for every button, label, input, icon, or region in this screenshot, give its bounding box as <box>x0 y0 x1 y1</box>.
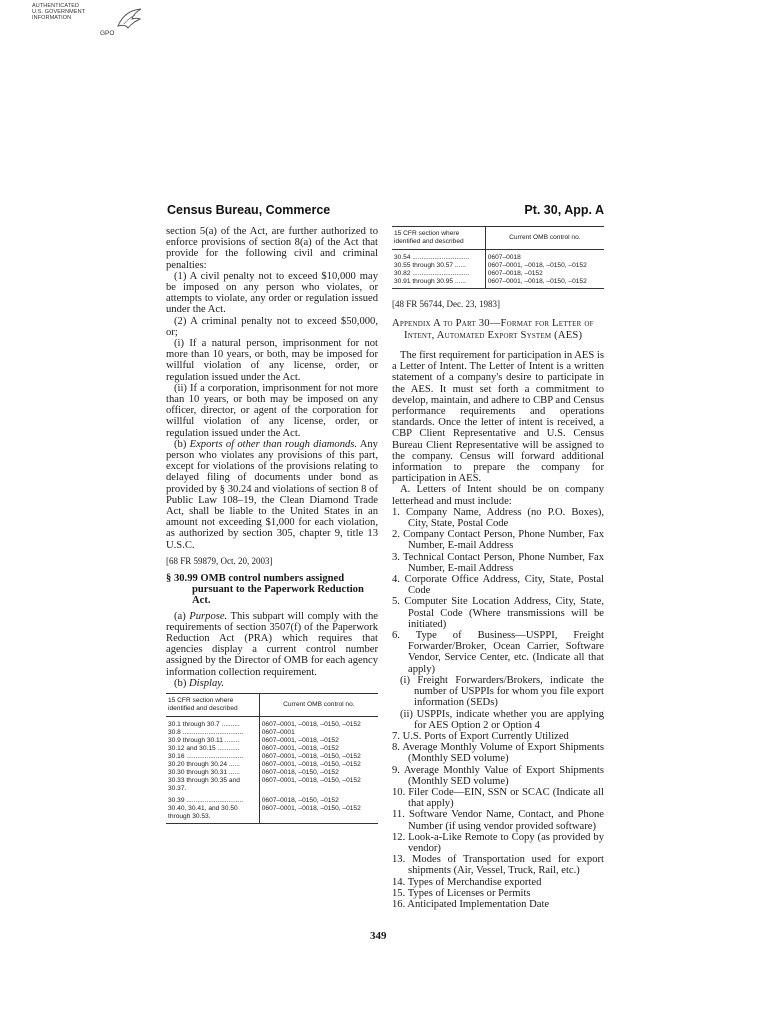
paragraph-purpose <box>166 611 378 678</box>
table-row <box>166 777 378 793</box>
table-cell: 0607–0018, –0150, –0152 <box>261 796 339 804</box>
paragraph-lead: (b) <box>174 677 187 689</box>
table-cell: 0607–0001, –0018, –0150, –0152 <box>261 752 361 760</box>
paragraph-heading: Purpose. <box>189 610 228 622</box>
list-subitem: (ii) USPPIs, indicate whether you are applying for AES Option 2 or Option 4 <box>400 708 604 731</box>
table-row <box>166 753 378 761</box>
omb-control-table-continued <box>392 226 604 289</box>
column-header-section: 15 CFR section where identified and described <box>392 227 485 250</box>
paragraph-requirements-lead: A. Letters of Intent should be on company letterhead and must include: <box>392 484 604 507</box>
list-item: 8. Average Monthly Volume of Export Shipments (Monthly SED volume) <box>392 742 604 765</box>
table-cell: 30.16 ............................... <box>166 753 259 761</box>
paragraph: section 5(a) of the Act, are further authorized to enforce provisions of section 8(a) of the Act that provide for the following civil and criminal penalties: <box>166 226 378 271</box>
table-row <box>392 278 604 289</box>
paragraph-heading: Exports of other than rough diamonds. <box>189 438 358 450</box>
table-cell: 0607–0001 <box>261 728 295 736</box>
table-row <box>392 262 604 270</box>
table-row <box>392 250 604 263</box>
list-subitem: (i) Freight Forwarders/Brokers, indicate the number of USPPIs for whom you file export information (SEDs) <box>400 674 604 709</box>
table-cell: 30.82 ............................... <box>392 270 485 278</box>
table-header-row <box>392 227 604 250</box>
paragraph: (2) A criminal penalty not to exceed $50,000, or; <box>166 315 378 338</box>
table-cell: 30.55 through 30.57 ...... <box>392 262 485 270</box>
logo-line-3: INFORMATION <box>32 15 72 21</box>
list-item: 3. Technical Contact Person, Phone Number, Fax Number, E-mail Address <box>392 551 604 574</box>
running-head-agency: Census Bureau, Commerce <box>167 203 331 217</box>
omb-control-table <box>166 693 378 824</box>
table-cell: 30.12 and 30.15 ............ <box>166 745 259 753</box>
table-row <box>166 737 378 745</box>
paragraph-intro: The first requirement for participation in AES is a Letter of Intent. The Letter of Intent is a written statement of a company's desire to participate in the AES. It must set forth a commitment to develop, maintain, and adhere to CBP and Census performance requirements and operations standards. Once the letter of intent is received, a CBP Client Representative and U.S. Census Bureau Client Representative will be assigned to the company. Census will forward additional information to prepare the company for participation in AES. <box>392 350 604 485</box>
table-cell: 30.1 through 30.7 .......... <box>166 716 259 729</box>
table-header-row <box>166 693 378 716</box>
gpo-mark: GPO <box>100 30 115 37</box>
list-item: 4. Corporate Office Address, City, State, Postal Code <box>392 574 604 597</box>
table-cell: 0607–0001, –0018, –0152 <box>261 736 339 744</box>
paragraph-heading: Display. <box>189 677 225 689</box>
table-cell: 30.33 through 30.35 and 30.37. <box>166 777 259 793</box>
table-cell: 30.30 through 30.31 ...... <box>166 769 259 777</box>
section-heading: § 30.99 OMB control numbers assigned pursuant to the Paperwork Reduction Act. <box>166 572 364 607</box>
table-cell: 0607–0018, –0150, –0152 <box>261 768 339 776</box>
paragraph-body: Any person who violates any provisions of this part, except for violations of the provisions relating to delayed filing of documents under bond as provided by § 30.24 and violations of section 8 of Public Law 108–19, the Clean Diamond Trade Act, shall be liable to the United States in an amount not exceeding $1,000 for each violation, as authorized by section 305, chapter 9, title 13 U.S.C. <box>166 438 378 551</box>
page-number: 349 <box>370 930 387 942</box>
citation: [48 FR 56744, Dec. 23, 1983] <box>392 299 500 309</box>
table-row <box>166 769 378 777</box>
paragraph-lead: (b) <box>174 438 187 450</box>
table-cell: 30.40, 30.41, and 30.50 through 30.53. <box>166 805 259 824</box>
table-cell: 0607–0001, –0018, –0152 <box>261 744 339 752</box>
paragraph-exports <box>166 439 378 551</box>
column-header-omb: Current OMB control no. <box>485 227 604 250</box>
table-cell: 30.9 through 30.11 ........ <box>166 737 259 745</box>
list-item: 16. Anticipated Implementation Date <box>392 898 550 910</box>
paragraph-body: This subpart will comply with the requirements of section 3507(f) of the Paperwork Reduction Act (PRA) which requires that agencies display a current control number assigned by the Director of OMB for each agency information collection requirement. <box>166 610 378 678</box>
list-item: 2. Company Contact Person, Phone Number, Fax Number, E-mail Address <box>392 529 604 552</box>
gpo-authentication-logo <box>32 4 147 40</box>
column-header-omb: Current OMB control no. <box>259 693 378 716</box>
table-cell: 0607–0001, –0018, –0150, –0152 <box>259 805 378 824</box>
list-item: 11. Software Vendor Name, Contact, and Phone Number (if using vendor provided software) <box>392 809 604 832</box>
paragraph: (ii) If a corporation, imprisonment for not more than 10 years, or both may be imposed on any officer, director, or agent of the corporation for willful violation of any license, order, or regulation issued under the Act. <box>166 382 378 439</box>
table-cell: 30.20 through 30.24 ...... <box>166 761 259 769</box>
list-item: 15. Types of Licenses or Permits <box>392 887 531 899</box>
paragraph-display <box>166 678 378 689</box>
table-cell: 30.39 ............................... <box>166 793 259 805</box>
table-cell: 0607–0001, –0018, –0150, –0152 <box>261 760 361 768</box>
appendix-title: Appendix A to Part 30—Format for Letter of Intent, Automated Export System (AES) <box>392 318 594 341</box>
table-cell: 30.8 ................................. <box>166 729 259 737</box>
table-cell: 0607–0001, –0018, –0150, –0152 <box>261 720 361 728</box>
eagle-icon <box>114 6 144 32</box>
table-cell: 0607–0001, –0018, –0150, –0152 <box>487 262 587 269</box>
paragraph-lead: (a) <box>174 610 186 622</box>
list-item: 9. Average Monthly Value of Export Shipments (Monthly SED volume) <box>392 764 604 787</box>
column-header-section: 15 CFR section where identified and described <box>166 693 259 716</box>
right-column <box>392 226 604 910</box>
table-row <box>166 729 378 737</box>
table-row <box>166 745 378 753</box>
table-cell: 0607–0001, –0018, –0150, –0152 <box>485 278 604 289</box>
paragraph: (i) If a natural person, imprisonment for not more than 10 years, or both, may be imposed for willful violation of any license, order, or regulation issued under the Act. <box>166 338 378 383</box>
list-item: 14. Types of Merchandise exported <box>392 876 542 888</box>
requirements-list <box>392 507 604 910</box>
running-head-part: Pt. 30, App. A <box>524 203 604 217</box>
logo-line-2: U.S. GOVERNMENT <box>32 9 86 15</box>
table-row <box>166 805 378 824</box>
table-row <box>166 793 378 805</box>
table-cell: 30.54 ............................... <box>392 250 485 263</box>
table-cell: 0607–0018 <box>487 254 521 261</box>
table-row <box>392 270 604 278</box>
list-item: 5. Computer Site Location Address, City, State, Postal Code (Where transmissions will be initiated) <box>392 596 604 630</box>
table-cell: 30.91 through 30.95 ...... <box>392 278 485 289</box>
logo-line-1: AUTHENTICATED <box>32 3 80 9</box>
list-item: 6. Type of Business—USPPI, Freight Forwarder/Broker, Ocean Carrier, Software Vendor, Service Center, etc. (Indicate all that apply) <box>392 630 604 675</box>
list-item: 13. Modes of Transportation used for export shipments (Air, Vessel, Truck, Rail, etc.) <box>392 854 604 877</box>
list-item: 12. Look-a-Like Remote to Copy (as provided by vendor) <box>392 831 604 854</box>
table-row <box>166 716 378 729</box>
left-column <box>166 226 378 830</box>
table-cell: 0607–0018, –0152 <box>487 270 543 277</box>
table-cell: 0607–0001, –0018, –0150, –0152 <box>261 776 361 784</box>
citation: [68 FR 59879, Oct. 20, 2003] <box>166 555 273 566</box>
paragraph: (1) A civil penalty not to exceed $10,000 may be imposed on any person who violates, or attempts to violate, any order or regulation issued under the Act. <box>166 270 378 316</box>
table-row <box>166 761 378 769</box>
list-item: 10. Filer Code—EIN, SSN or SCAC (Indicate all that apply) <box>392 786 604 810</box>
list-item: 1. Company Name, Address (no P.O. Boxes), City, State, Postal Code <box>392 506 604 530</box>
list-item: 7. U.S. Ports of Export Currently Utilized <box>392 730 569 742</box>
